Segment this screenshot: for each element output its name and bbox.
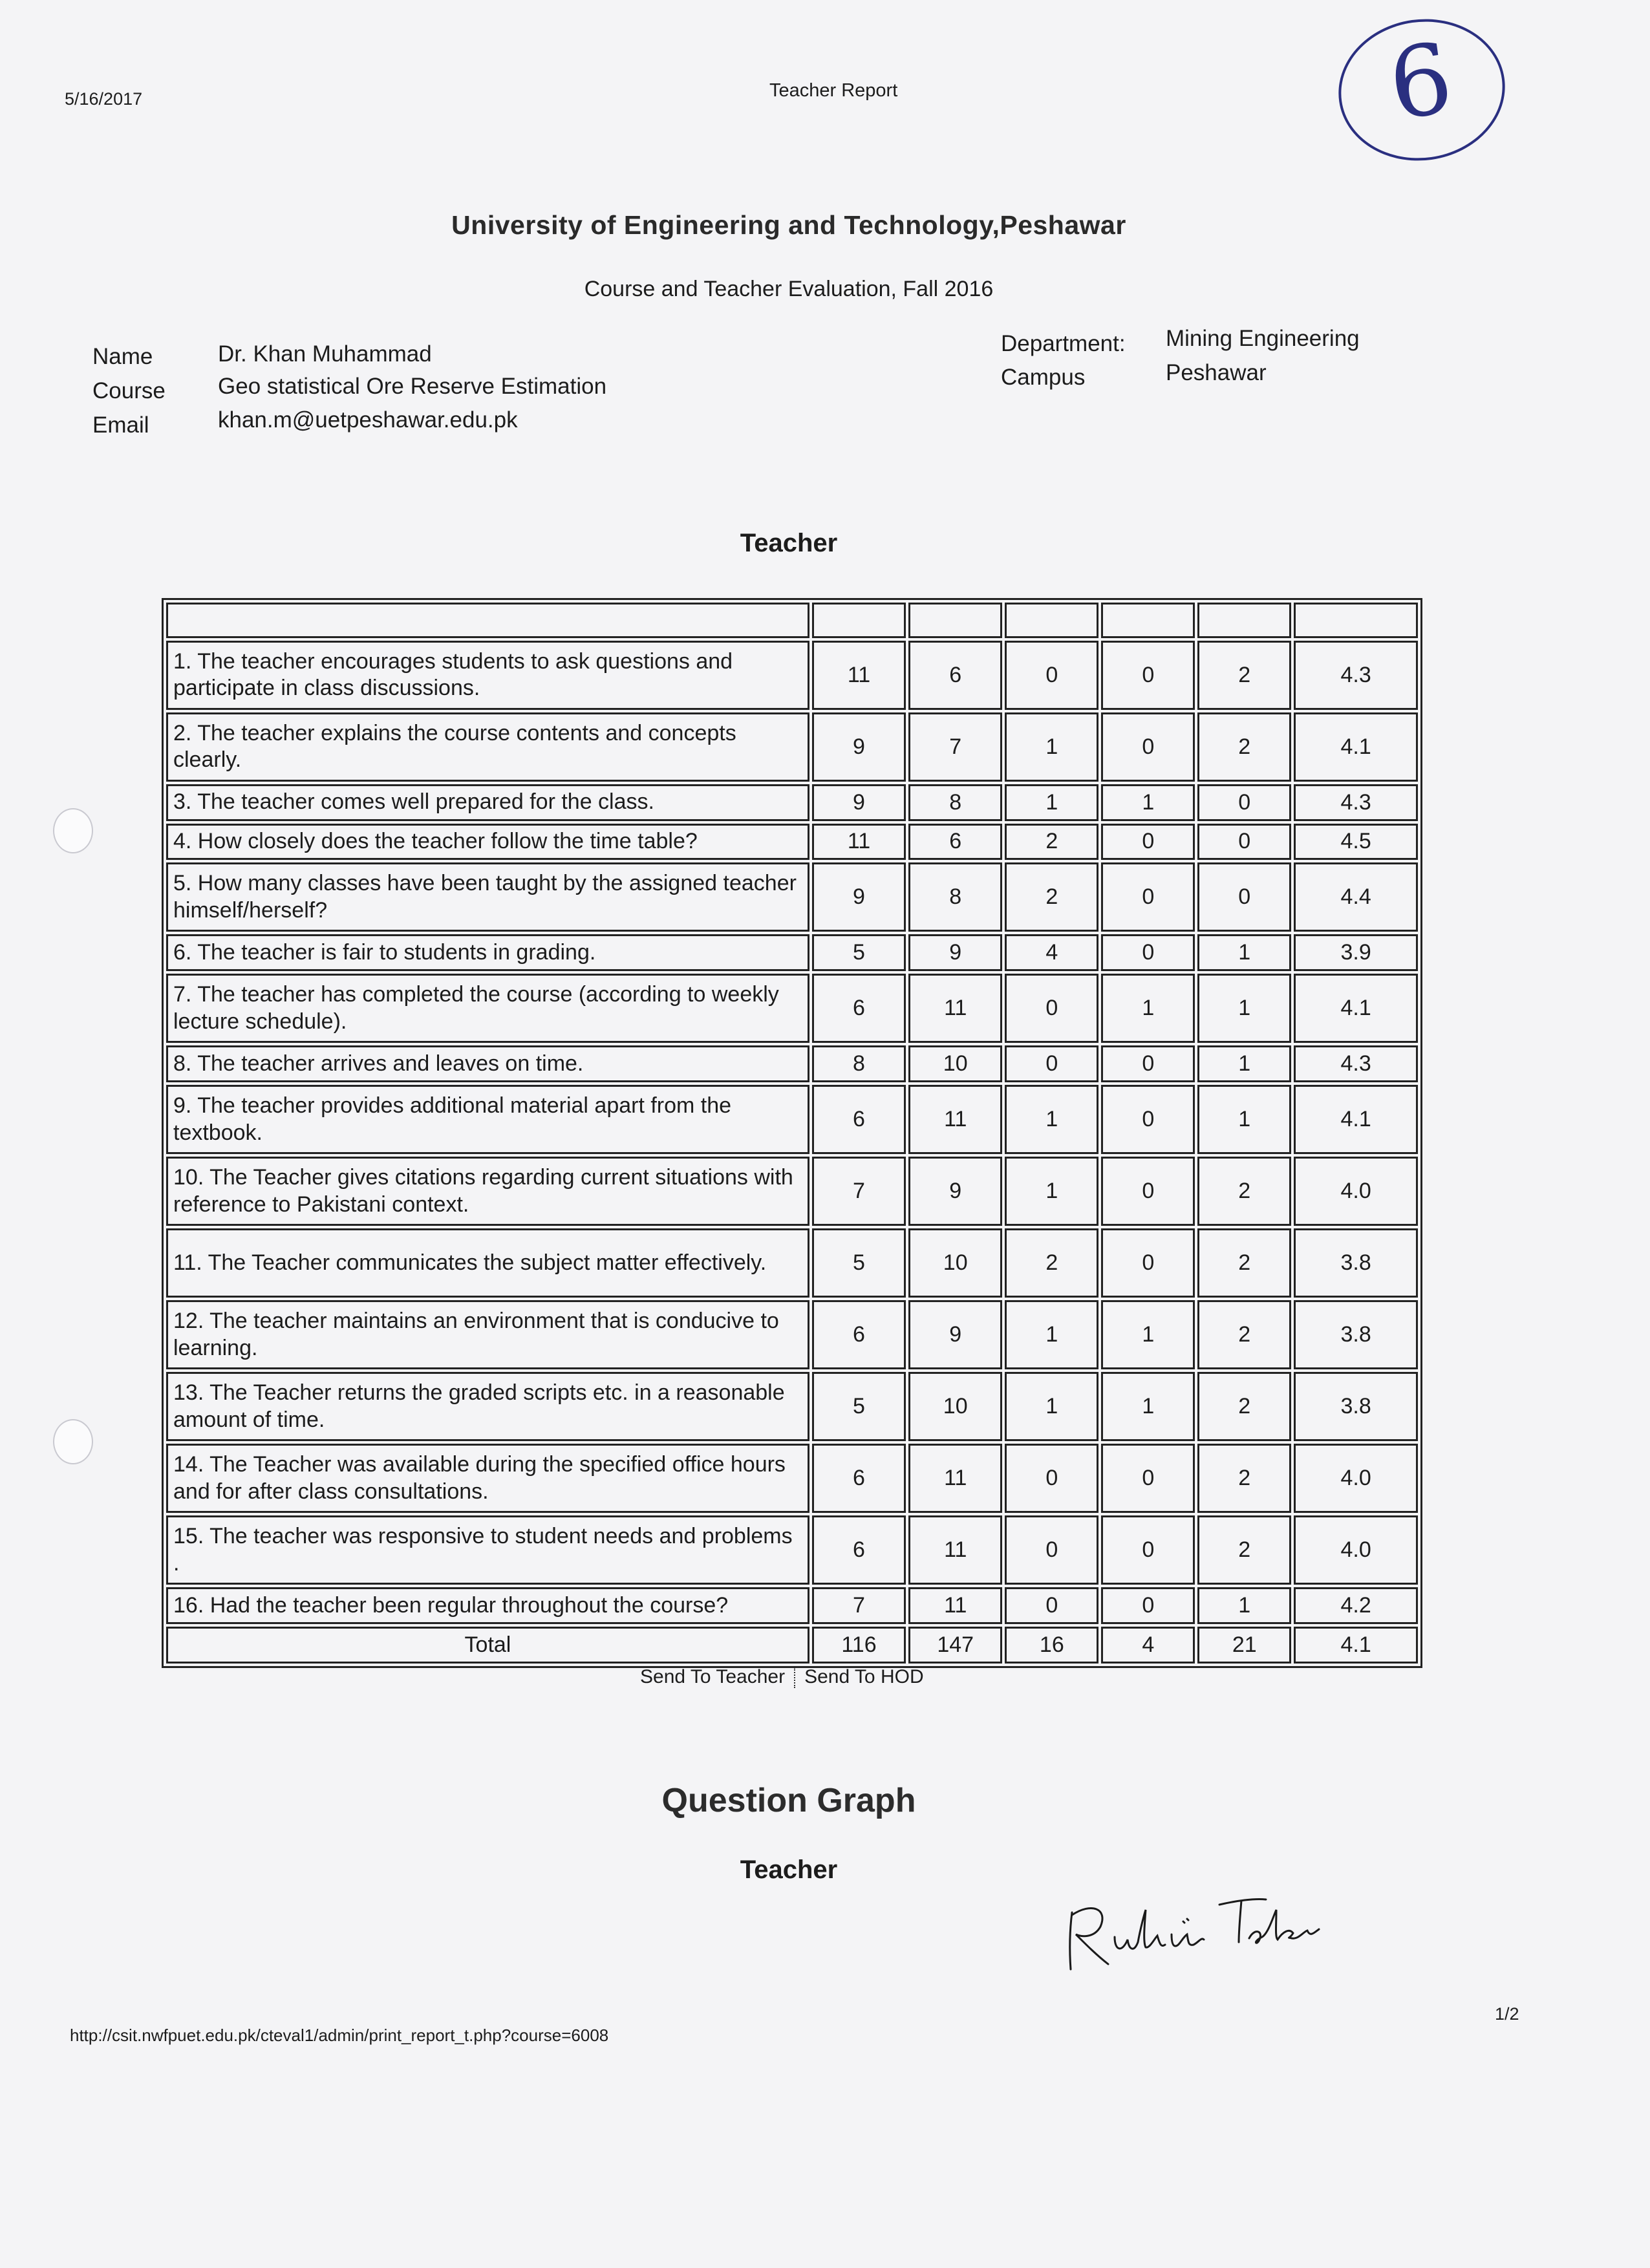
mean-cell: 4.3 [1294, 641, 1418, 710]
count-cell: 5 [812, 1228, 906, 1298]
count-cell: 9 [908, 934, 1002, 971]
count-cell: 6 [812, 1444, 906, 1513]
count-cell: 10 [908, 1045, 1002, 1082]
count-cell: 11 [908, 1587, 1002, 1624]
question-cell: 6. The teacher is fair to students in grading. [166, 934, 809, 971]
mean-cell: 3.8 [1294, 1372, 1418, 1441]
count-cell: 5 [812, 1372, 906, 1441]
count-cell: 6 [812, 1300, 906, 1369]
count-cell: 0 [1101, 1045, 1195, 1082]
table-row [166, 784, 1418, 821]
count-cell: 0 [1101, 862, 1195, 932]
total-row [166, 1627, 1418, 1664]
count-cell: 0 [1101, 1587, 1195, 1624]
count-cell: 0 [1101, 712, 1195, 782]
count-cell: 6 [812, 1515, 906, 1585]
question-cell: 14. The Teacher was available during the specified office hours and for after class consultations. [166, 1444, 809, 1513]
header-cell [908, 603, 1002, 638]
count-cell: 0 [1197, 824, 1291, 861]
table-header-row [166, 603, 1418, 638]
count-cell: 10 [908, 1372, 1002, 1441]
count-cell: 6 [812, 974, 906, 1043]
count-cell: 1 [1101, 1372, 1195, 1441]
question-cell: 11. The Teacher communicates the subject matter effectively. [166, 1228, 809, 1298]
question-graph-title: Question Graph [661, 1782, 916, 1819]
header-cell [812, 603, 906, 638]
count-cell: 8 [812, 1045, 906, 1082]
count-cell: 1 [1197, 1085, 1291, 1154]
question-cell: 5. How many classes have been taught by the assigned teacher himself/herself? [166, 862, 809, 932]
count-cell: 1 [1197, 1045, 1291, 1082]
total-cell: 21 [1197, 1627, 1291, 1664]
count-cell: 0 [1101, 824, 1195, 861]
total-label: Total [166, 1627, 809, 1664]
evaluation-table-body [166, 603, 1418, 1664]
evaluation-table [162, 598, 1422, 1668]
punch-hole-bottom [53, 1419, 93, 1464]
count-cell: 2 [1197, 1372, 1291, 1441]
section-title: Teacher [740, 529, 838, 557]
name-value: Dr. Khan Muhammad [218, 341, 432, 367]
question-cell: 13. The Teacher returns the graded scripts etc. in a reasonable amount of time. [166, 1372, 809, 1441]
mean-cell: 3.8 [1294, 1300, 1418, 1369]
send-to-teacher-link[interactable]: Send To Teacher [640, 1666, 786, 1687]
count-cell: 0 [1005, 1515, 1098, 1585]
table-row [166, 1045, 1418, 1082]
email-value: khan.m@uetpeshawar.edu.pk [218, 407, 518, 433]
mean-cell: 4.3 [1294, 784, 1418, 821]
table-row [166, 934, 1418, 971]
count-cell: 11 [908, 1085, 1002, 1154]
count-cell: 0 [1101, 1085, 1195, 1154]
count-cell: 10 [908, 1228, 1002, 1298]
count-cell: 2 [1005, 1228, 1098, 1298]
count-cell: 1 [1005, 1085, 1098, 1154]
count-cell: 9 [908, 1157, 1002, 1226]
total-cell: 4 [1101, 1627, 1195, 1664]
count-cell: 7 [908, 712, 1002, 782]
count-cell: 2 [1197, 1444, 1291, 1513]
table-row [166, 824, 1418, 861]
count-cell: 11 [908, 974, 1002, 1043]
total-cell: 4.1 [1294, 1627, 1418, 1664]
mean-cell: 4.1 [1294, 974, 1418, 1043]
count-cell: 6 [908, 824, 1002, 861]
count-cell: 1 [1005, 1372, 1098, 1441]
count-cell: 0 [1101, 1444, 1195, 1513]
count-cell: 0 [1005, 1587, 1098, 1624]
punch-hole-top [53, 808, 93, 853]
mean-cell: 4.3 [1294, 1045, 1418, 1082]
count-cell: 7 [812, 1157, 906, 1226]
count-cell: 2 [1197, 1157, 1291, 1226]
count-cell: 0 [1101, 641, 1195, 710]
question-cell: 7. The teacher has completed the course (according to weekly lecture schedule). [166, 974, 809, 1043]
count-cell: 1 [1005, 1157, 1098, 1226]
question-cell: 15. The teacher was responsive to student needs and problems . [166, 1515, 809, 1585]
count-cell: 11 [812, 641, 906, 710]
count-cell: 9 [908, 1300, 1002, 1369]
count-cell: 1 [1197, 934, 1291, 971]
table-row [166, 1085, 1418, 1154]
department-label: Department: [1001, 331, 1126, 356]
count-cell: 1 [1101, 784, 1195, 821]
total-cell: 16 [1005, 1627, 1098, 1664]
count-cell: 11 [908, 1444, 1002, 1513]
report-header-title: Teacher Report [769, 80, 898, 101]
report-date: 5/16/2017 [65, 89, 143, 109]
question-cell: 16. Had the teacher been regular throughout the course? [166, 1587, 809, 1624]
count-cell: 8 [908, 784, 1002, 821]
mean-cell: 4.4 [1294, 862, 1418, 932]
send-to-hod-link[interactable]: Send To HOD [804, 1666, 924, 1687]
table-row [166, 1372, 1418, 1441]
count-cell: 1 [1101, 1300, 1195, 1369]
mean-cell: 4.1 [1294, 1085, 1418, 1154]
question-cell: 8. The teacher arrives and leaves on time. [166, 1045, 809, 1082]
evaluation-subtitle: Course and Teacher Evaluation, Fall 2016 [584, 277, 994, 301]
total-cell: 116 [812, 1627, 906, 1664]
name-label: Name [92, 344, 153, 369]
count-cell: 0 [1101, 1228, 1195, 1298]
count-cell: 7 [812, 1587, 906, 1624]
count-cell: 1 [1197, 1587, 1291, 1624]
count-cell: 0 [1005, 1444, 1098, 1513]
count-cell: 4 [1005, 934, 1098, 971]
header-cell [1294, 603, 1418, 638]
count-cell: 6 [812, 1085, 906, 1154]
count-cell: 11 [908, 1515, 1002, 1585]
count-cell: 0 [1005, 1045, 1098, 1082]
header-cell [1101, 603, 1195, 638]
page-number: 1/2 [1495, 2004, 1519, 2024]
table-row [166, 712, 1418, 782]
count-cell: 2 [1197, 1228, 1291, 1298]
send-links [640, 1666, 924, 1688]
count-cell: 0 [1005, 641, 1098, 710]
count-cell: 6 [908, 641, 1002, 710]
question-cell: 1. The teacher encourages students to ask questions and participate in class discussions. [166, 641, 809, 710]
total-cell: 147 [908, 1627, 1002, 1664]
course-value: Geo statistical Ore Reserve Estimation [218, 374, 607, 399]
footer-url: http://csit.nwfpuet.edu.pk/cteval1/admin/print_report_t.php?course=6008 [70, 2026, 609, 2045]
mean-cell: 3.8 [1294, 1228, 1418, 1298]
table-row [166, 1300, 1418, 1369]
university-name: University of Engineering and Technology,Peshawar [451, 210, 1126, 240]
mean-cell: 4.0 [1294, 1157, 1418, 1226]
count-cell: 9 [812, 712, 906, 782]
count-cell: 0 [1101, 934, 1195, 971]
count-cell: 1 [1005, 784, 1098, 821]
count-cell: 5 [812, 934, 906, 971]
count-cell: 0 [1101, 1515, 1195, 1585]
handwritten-signature [1060, 1875, 1332, 1985]
count-cell: 11 [812, 824, 906, 861]
handwritten-circled-number [1329, 8, 1514, 171]
table-row [166, 862, 1418, 932]
table-row [166, 1157, 1418, 1226]
table-row [166, 1515, 1418, 1585]
count-cell: 1 [1005, 1300, 1098, 1369]
count-cell: 1 [1101, 974, 1195, 1043]
question-cell: 4. How closely does the teacher follow the time table? [166, 824, 809, 861]
campus-value: Peshawar [1166, 360, 1267, 385]
table-row [166, 1587, 1418, 1624]
question-graph-subtitle: Teacher [740, 1856, 838, 1884]
header-cell [166, 603, 809, 638]
email-label: Email [92, 412, 149, 438]
mean-cell: 3.9 [1294, 934, 1418, 971]
count-cell: 1 [1197, 974, 1291, 1043]
question-cell: 2. The teacher explains the course contents and concepts clearly. [166, 712, 809, 782]
table-row [166, 641, 1418, 710]
count-cell: 2 [1197, 1515, 1291, 1585]
mean-cell: 4.2 [1294, 1587, 1418, 1624]
handwritten-number: 6 [1382, 22, 1459, 142]
count-cell: 0 [1005, 974, 1098, 1043]
count-cell: 1 [1005, 712, 1098, 782]
count-cell: 0 [1197, 862, 1291, 932]
count-cell: 2 [1005, 824, 1098, 861]
count-cell: 8 [908, 862, 1002, 932]
question-cell: 10. The Teacher gives citations regarding current situations with reference to Pakistani context. [166, 1157, 809, 1226]
link-separator [794, 1667, 795, 1688]
count-cell: 9 [812, 784, 906, 821]
count-cell: 2 [1005, 862, 1098, 932]
count-cell: 0 [1197, 784, 1291, 821]
count-cell: 0 [1101, 1157, 1195, 1226]
mean-cell: 4.5 [1294, 824, 1418, 861]
question-cell: 12. The teacher maintains an environment that is conducive to learning. [166, 1300, 809, 1369]
header-cell [1005, 603, 1098, 638]
table-row [166, 974, 1418, 1043]
count-cell: 2 [1197, 712, 1291, 782]
question-cell: 3. The teacher comes well prepared for the class. [166, 784, 809, 821]
mean-cell: 4.0 [1294, 1444, 1418, 1513]
department-value: Mining Engineering [1166, 326, 1360, 351]
mean-cell: 4.1 [1294, 712, 1418, 782]
mean-cell: 4.0 [1294, 1515, 1418, 1585]
count-cell: 2 [1197, 641, 1291, 710]
table-row [166, 1228, 1418, 1298]
campus-label: Campus [1001, 365, 1086, 390]
count-cell: 2 [1197, 1300, 1291, 1369]
header-cell [1197, 603, 1291, 638]
course-label: Course [92, 378, 166, 403]
table-row [166, 1444, 1418, 1513]
count-cell: 9 [812, 862, 906, 932]
question-cell: 9. The teacher provides additional material apart from the textbook. [166, 1085, 809, 1154]
